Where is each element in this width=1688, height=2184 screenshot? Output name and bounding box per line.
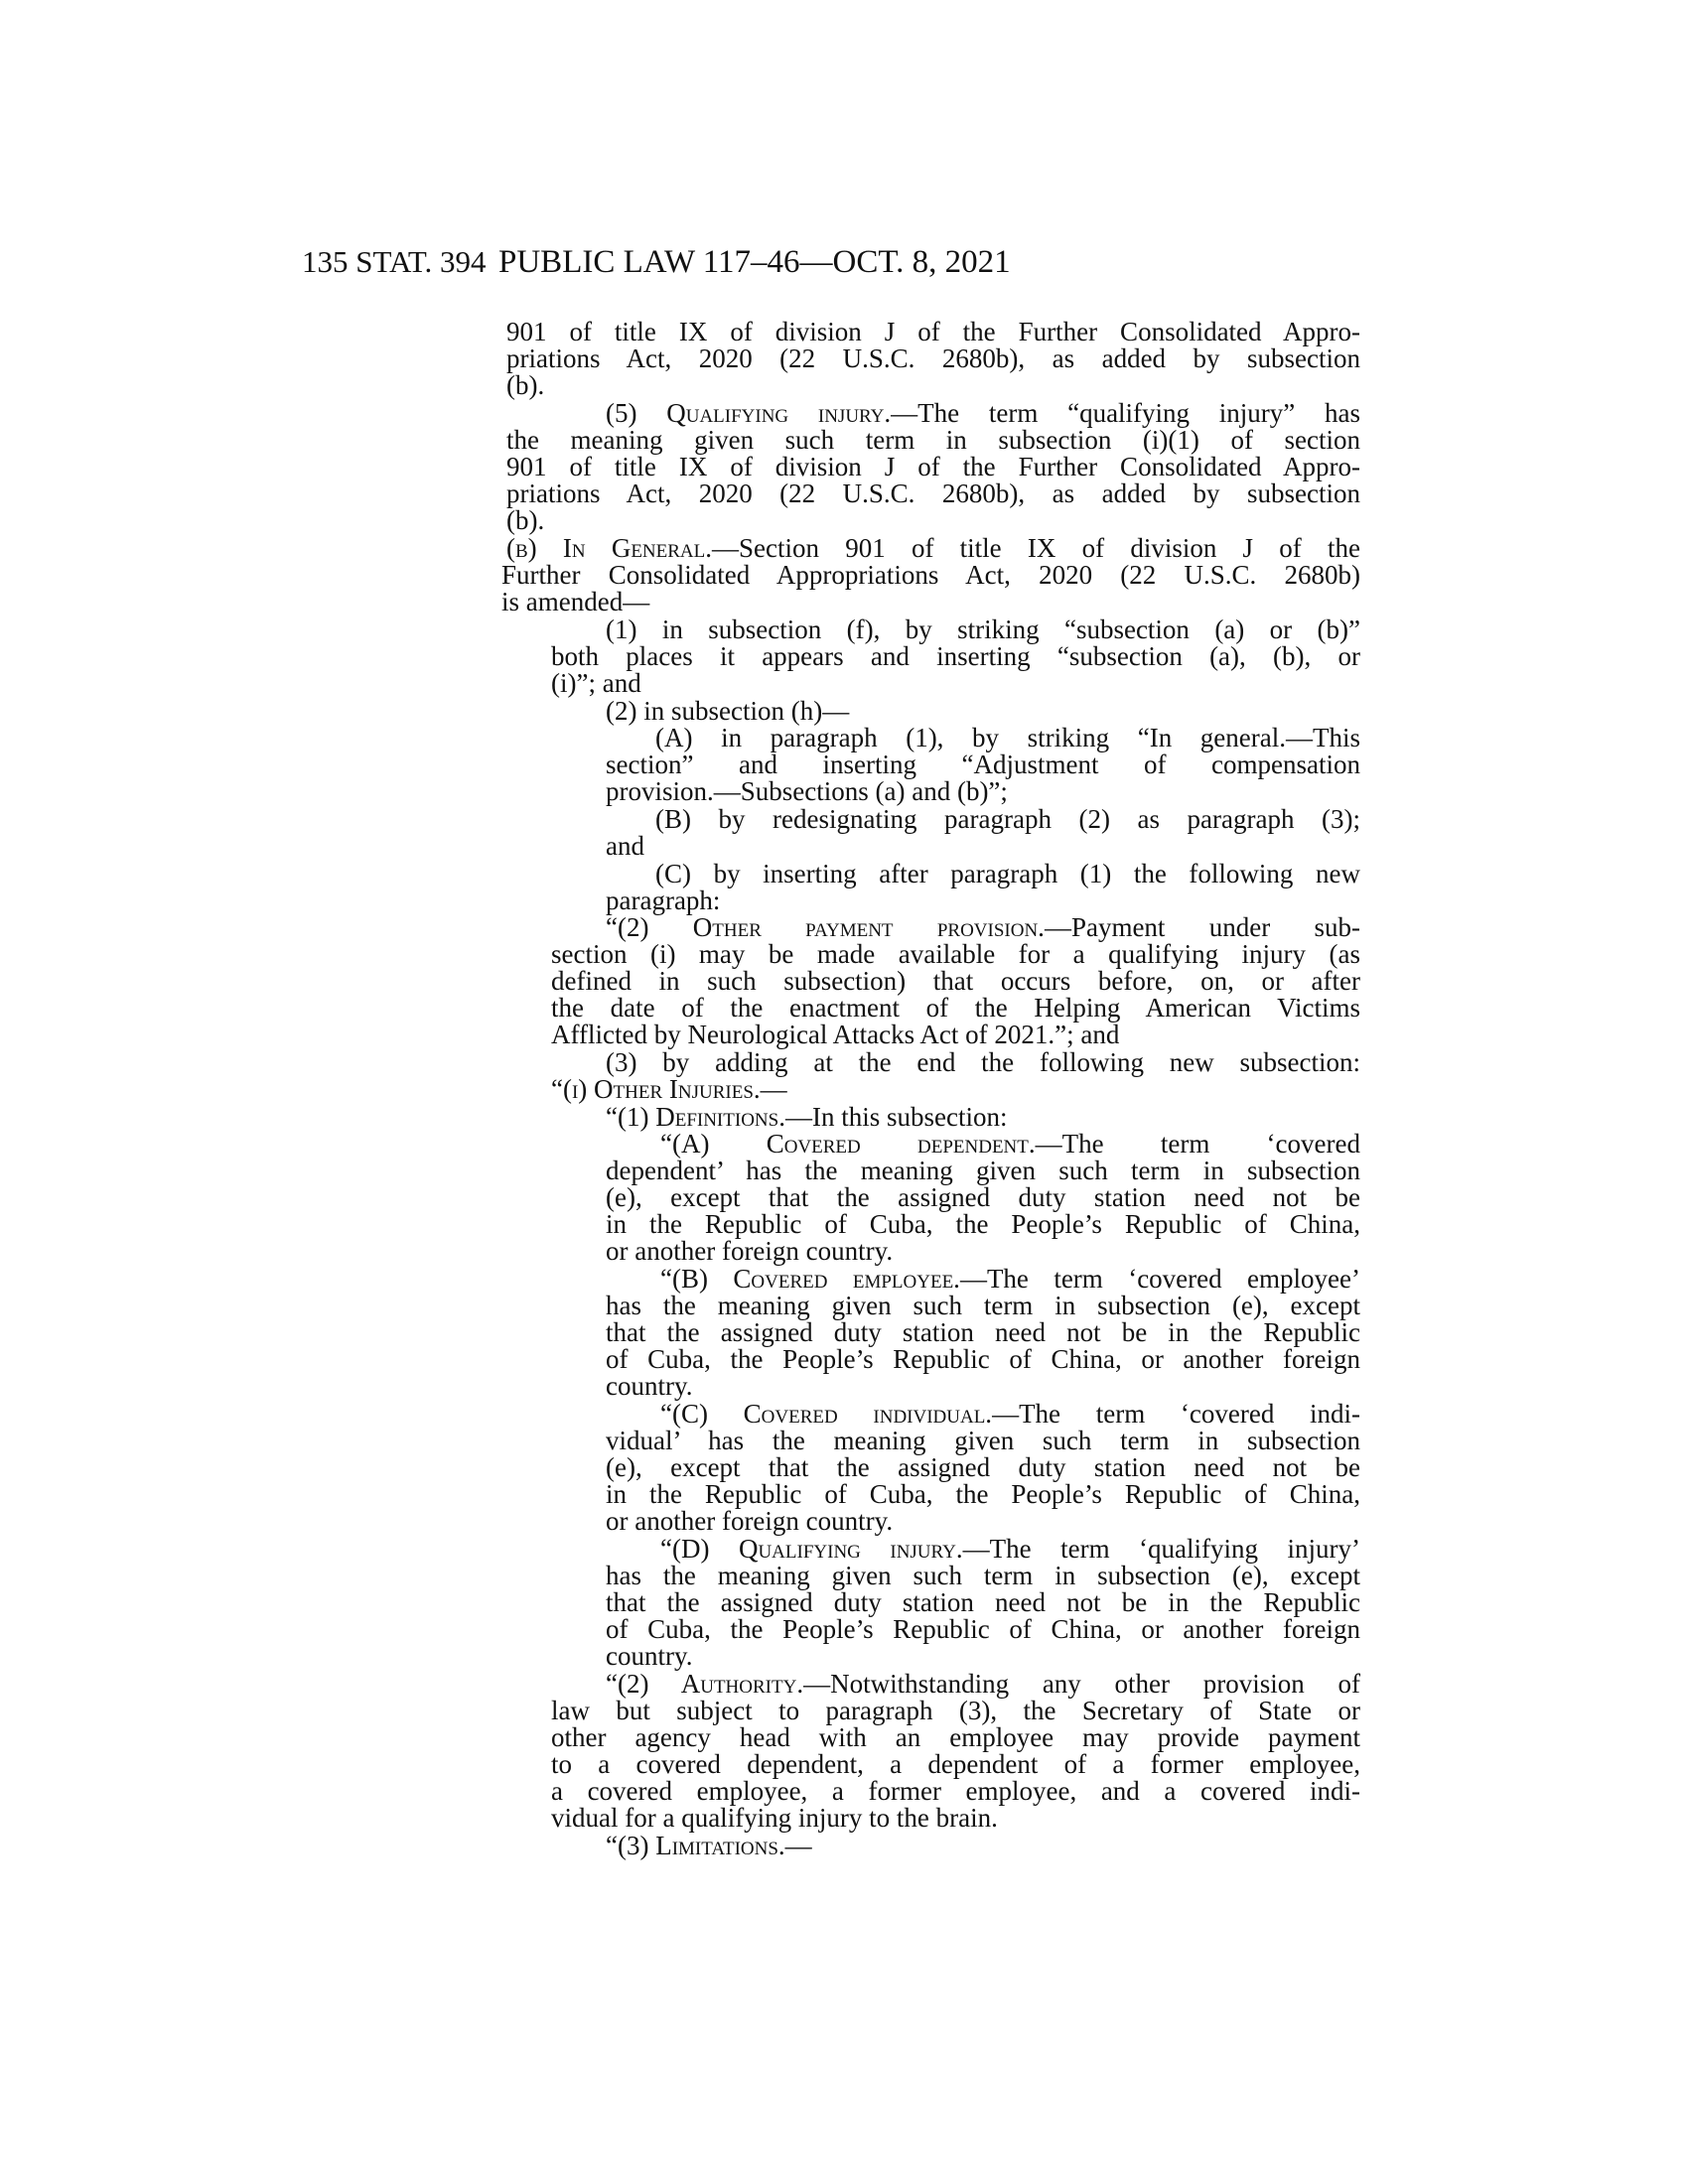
text-line: (e), except that the assigned duty station need not be: [606, 1182, 1360, 1212]
text-line: “(B) Covered employee.—The term ‘covered employee’: [660, 1264, 1361, 1294]
text-line: to a covered dependent, a dependent of a former employee,: [551, 1749, 1360, 1779]
text-line: “(3) Limitations.—: [606, 1831, 812, 1860]
text-line: paragraph:: [606, 886, 721, 915]
text-line: “(2) Authority.—Notwithstanding any other provision of: [606, 1669, 1361, 1699]
text-line: in the Republic of Cuba, the People’s Republic of China,: [606, 1209, 1360, 1239]
text-line: and: [606, 831, 644, 861]
text-line: or another foreign country.: [606, 1506, 894, 1536]
text-line: that the assigned duty station need not be in the Republic: [606, 1587, 1360, 1617]
text-line: country.: [606, 1371, 693, 1401]
text-line: dependent’ has the meaning given such term in subsection: [606, 1156, 1360, 1185]
text-line: (i)”; and: [551, 668, 641, 698]
text-line: (A) in paragraph (1), by striking “In general.—This: [655, 723, 1360, 752]
text-line: that the assigned duty station need not be in the Republic: [606, 1317, 1360, 1347]
text-line: section (i) may be made available for a qualifying injury (as: [551, 939, 1360, 969]
text-line: “(C) Covered individual.—The term ‘covered indi-: [660, 1399, 1360, 1429]
text-line: priations Act, 2020 (22 U.S.C. 2680b), as added by subsection: [506, 343, 1360, 373]
text-line: 901 of title IX of division J of the Further Consolidated Appro-: [506, 317, 1360, 346]
text-line: the meaning given such term in subsection (i)(1) of section: [506, 425, 1360, 455]
text-line: (b) In General.—Section 901 of title IX of division J of the: [506, 533, 1360, 563]
text-line: of Cuba, the People’s Republic of China, or another foreign: [606, 1614, 1360, 1644]
text-line: (e), except that the assigned duty station need not be: [606, 1452, 1360, 1482]
text-line: defined in such subsection) that occurs before, on, or after: [551, 966, 1360, 996]
text-line: (3) by adding at the end the following new subsection:: [606, 1047, 1360, 1077]
text-line: (5) Qualifying injury.—The term “qualifying injury” has: [606, 398, 1360, 428]
text-line: or another foreign country.: [606, 1236, 894, 1266]
text-line: priations Act, 2020 (22 U.S.C. 2680b), as added by subsection: [506, 478, 1360, 508]
text-line: vidual for a qualifying injury to the brain.: [551, 1803, 998, 1833]
page-header: [0, 242, 1688, 282]
text-line: law but subject to paragraph (3), the Secretary of State or: [551, 1696, 1360, 1725]
text-line: “(i) Other Injuries.—: [551, 1074, 787, 1104]
text-line: (1) in subsection (f), by striking “subsection (a) or (b)”: [606, 614, 1360, 644]
text-line: Further Consolidated Appropriations Act, 2020 (22 U.S.C. 2680b): [501, 560, 1360, 590]
text-line: both places it appears and inserting “subsection (a), (b), or: [551, 641, 1360, 671]
text-line: (C) by inserting after paragraph (1) the following new: [655, 859, 1360, 888]
running-head-title: PUBLIC LAW 117–46—OCT. 8, 2021: [498, 244, 1011, 280]
text-line: Afflicted by Neurological Attacks Act of 2021.”; and: [551, 1020, 1120, 1049]
text-line: of Cuba, the People’s Republic of China, or another foreign: [606, 1344, 1360, 1374]
text-line: the date of the enactment of the Helping American Victims: [551, 993, 1360, 1023]
text-line: “(2) Other payment provision.—Payment under sub-: [606, 912, 1361, 942]
text-line: has the meaning given such term in subsection (e), except: [606, 1561, 1360, 1590]
text-line: (b).: [506, 370, 545, 400]
text-line: “(1) Definitions.—In this subsection:: [606, 1102, 1008, 1132]
text-line: provision.—Subsections (a) and (b)”;: [606, 776, 1008, 806]
text-line: has the meaning given such term in subsection (e), except: [606, 1291, 1360, 1320]
text-line: (B) by redesignating paragraph (2) as paragraph (3);: [655, 804, 1360, 834]
text-line: in the Republic of Cuba, the People’s Republic of China,: [606, 1479, 1360, 1509]
text-line: country.: [606, 1641, 693, 1671]
text-line: section” and inserting “Adjustment of compensation: [606, 750, 1360, 779]
text-line: other agency head with an employee may provide payment: [551, 1722, 1360, 1752]
text-line: vidual’ has the meaning given such term in subsection: [606, 1426, 1360, 1455]
stat-page-number: 135 STAT. 394: [302, 244, 487, 279]
text-line: (b).: [506, 505, 545, 535]
text-line: “(D) Qualifying injury.—The term ‘qualifying injury’: [660, 1534, 1360, 1564]
text-line: a covered employee, a former employee, and a covered indi-: [551, 1776, 1360, 1806]
text-line: 901 of title IX of division J of the Further Consolidated Appro-: [506, 452, 1360, 481]
text-line: “(A) Covered dependent.—The term ‘covered: [660, 1129, 1360, 1159]
text-line: (2) in subsection (h)—: [606, 696, 850, 726]
text-line: is amended—: [501, 587, 650, 616]
